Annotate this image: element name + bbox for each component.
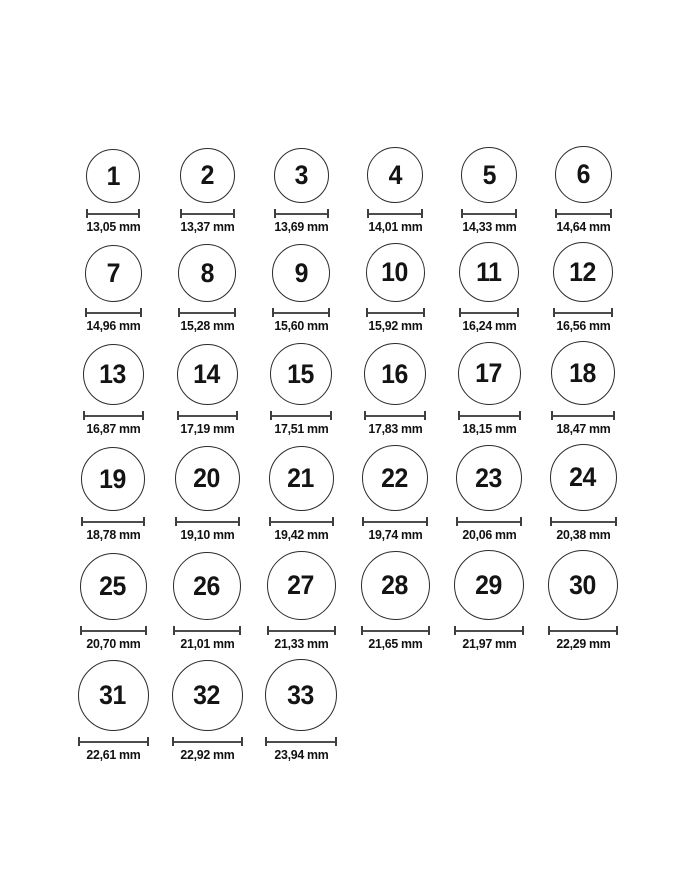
ring-size-cell [160,446,254,541]
ring-size-number: 21 [287,463,315,493]
ring-circle [175,446,240,511]
ruler-bar [86,213,140,215]
ring-size-cell [536,242,630,332]
ruler-bar [458,415,521,417]
diameter-label: 22,61 mm [85,747,141,762]
diameter-ruler [553,308,613,317]
ruler-tick [459,308,461,317]
ring-size-number: 17 [475,358,503,388]
diameter-label: 16,87 mm [85,421,141,436]
ring-size-number: 2 [200,160,214,190]
ruler-tick [328,308,330,317]
diameter-ruler [81,517,145,526]
ring-circle [180,148,235,203]
ring-size-number: 32 [193,680,221,710]
ring-circle [80,553,147,620]
diameter-ruler [366,308,425,317]
diameter-ruler [458,411,521,420]
ruler-tick [180,209,182,218]
diameter-ruler [78,737,149,746]
diameter-label: 20,70 mm [85,636,141,651]
ring-size-number: 4 [388,159,402,190]
ring-size-cell [442,342,536,435]
ring-size-cell [66,447,160,541]
ruler-tick [362,517,364,526]
ring-size-number: 24 [569,462,597,492]
ring-circle [274,148,329,203]
ring-circle [173,552,241,620]
ring-size-cell [160,148,254,233]
ring-size-number: 25 [99,571,127,601]
ring-size-number: 13 [99,359,127,389]
ring-circle [456,445,522,511]
ruler-tick [140,308,142,317]
diameter-ruler [456,517,522,526]
ruler-tick [454,626,456,635]
ring-circle [78,660,149,731]
ring-size-cell [160,552,254,650]
diameter-label: 13,37 mm [179,219,235,234]
ruler-tick [421,209,423,218]
ring-circle [81,447,145,511]
ruler-tick [428,626,430,635]
ruler-tick [142,411,144,420]
ring-size-cell [66,149,160,233]
ring-size-number: 29 [475,569,503,600]
ruler-tick [613,411,615,420]
ruler-tick [274,209,276,218]
ring-size-number: 23 [475,462,503,493]
diameter-ruler [172,737,243,746]
ruler-tick [610,209,612,218]
diameter-label: 22,29 mm [555,636,611,651]
ruler-tick [551,411,553,420]
diameter-label: 18,78 mm [85,527,141,542]
ruler-bar [172,741,243,743]
ring-circle [272,244,330,302]
ring-size-cell [66,245,160,332]
ring-circle [177,344,238,405]
ruler-tick [327,209,329,218]
ring-size-cell [536,550,630,650]
diameter-label: 22,92 mm [179,747,235,762]
ring-circle [454,550,524,620]
ruler-tick [550,517,552,526]
diameter-ruler [270,411,332,420]
ring-size-number: 7 [106,258,120,288]
ruler-tick [332,517,334,526]
ruler-tick [78,737,80,746]
ring-size-cell [442,550,536,650]
ruler-tick [424,411,426,420]
ruler-tick [178,308,180,317]
ruler-tick [172,737,174,746]
ring-circle [85,245,142,302]
ring-circle [362,445,428,511]
ring-size-cell [442,147,536,233]
ruler-tick [267,626,269,635]
ring-circle [366,243,425,302]
diameter-ruler [175,517,240,526]
ruler-tick [177,411,179,420]
ring-circle [172,660,243,731]
ring-size-number: 31 [99,680,127,710]
ring-circle [551,341,615,405]
ring-circle [461,147,517,203]
ring-circle [267,551,336,620]
diameter-ruler [362,517,428,526]
ruler-bar [459,312,519,314]
ruler-bar [456,521,522,523]
ruler-bar [81,521,145,523]
ring-size-number: 3 [294,160,308,190]
diameter-ruler [269,517,334,526]
ruler-tick [520,517,522,526]
ring-circle [548,550,618,620]
ring-size-cell [442,242,536,332]
ruler-tick [461,209,463,218]
diameter-ruler [265,737,337,746]
ring-size-cell [536,444,630,541]
diameter-label: 16,56 mm [555,318,611,333]
ring-row [66,444,632,541]
ring-size-number: 6 [576,159,590,189]
ring-size-number: 22 [381,462,409,493]
ring-circle [361,551,430,620]
diameter-label: 13,69 mm [273,219,329,234]
diameter-label: 19,42 mm [273,527,329,542]
ruler-bar [78,741,149,743]
ring-circle [270,343,332,405]
ring-size-number: 19 [99,463,127,494]
ring-row [66,659,632,761]
ring-size-number: 20 [193,463,221,493]
ring-circle [86,149,140,203]
ring-circle [555,146,612,203]
ring-size-cell [254,148,348,233]
ruler-bar [270,415,332,417]
ruler-tick [147,737,149,746]
ruler-bar [461,213,517,215]
diameter-ruler [551,411,615,420]
ruler-bar [367,213,423,215]
ring-row [66,550,632,650]
ruler-bar [555,213,612,215]
ring-circle [367,147,423,203]
diameter-ruler [364,411,426,420]
ring-size-cell [160,244,254,332]
ruler-tick [238,517,240,526]
ruler-tick [265,737,267,746]
diameter-ruler [173,626,241,635]
ring-size-chart [66,146,632,770]
ruler-tick [522,626,524,635]
diameter-ruler [550,517,617,526]
diameter-ruler [367,209,423,218]
ring-circle [458,342,521,405]
diameter-ruler [555,209,612,218]
diameter-ruler [361,626,430,635]
diameter-ruler [267,626,336,635]
ring-circle [83,344,144,405]
ring-size-number: 16 [381,358,409,389]
diameter-label: 20,38 mm [555,527,611,542]
ring-row [66,341,632,435]
ruler-bar [274,213,329,215]
ruler-tick [80,626,82,635]
diameter-label: 15,92 mm [367,318,423,333]
ruler-tick [143,517,145,526]
diameter-ruler [85,308,142,317]
ruler-tick [83,411,85,420]
ring-size-number: 9 [294,257,308,288]
ruler-tick [515,209,517,218]
ring-size-cell [66,553,160,650]
ruler-tick [615,517,617,526]
ruler-bar [454,630,524,632]
ruler-tick [361,626,363,635]
diameter-label: 21,97 mm [461,636,517,651]
ruler-bar [80,630,147,632]
ring-size-cell [66,344,160,435]
ring-circle [553,242,613,302]
ring-size-number: 26 [193,570,221,601]
diameter-label: 21,01 mm [179,636,235,651]
diameter-label: 19,74 mm [367,527,423,542]
ruler-bar [178,312,236,314]
ruler-tick [272,308,274,317]
ring-size-cell [254,446,348,541]
ruler-bar [548,630,618,632]
ring-circle [550,444,617,511]
ring-size-cell [254,659,348,761]
diameter-label: 17,51 mm [273,421,329,436]
diameter-label: 20,06 mm [461,527,517,542]
ring-size-number: 18 [569,357,597,388]
ring-size-cell [348,445,442,541]
diameter-ruler [178,308,236,317]
ring-size-number: 1 [106,160,120,191]
ring-row [66,242,632,332]
ruler-tick [233,209,235,218]
ruler-bar [553,312,613,314]
ruler-tick [85,308,87,317]
diameter-ruler [461,209,517,218]
ring-circle [265,659,337,731]
ruler-tick [548,626,550,635]
ruler-bar [272,312,330,314]
diameter-label: 23,94 mm [273,747,329,762]
ruler-tick [234,308,236,317]
diameter-label: 14,96 mm [85,318,141,333]
ring-size-number: 27 [287,570,315,600]
diameter-label: 17,19 mm [179,421,235,436]
ruler-tick [138,209,140,218]
diameter-label: 18,15 mm [461,421,517,436]
diameter-ruler [177,411,238,420]
ring-size-cell [254,343,348,435]
ruler-tick [456,517,458,526]
ring-size-cell [442,445,536,541]
ring-size-cell [160,660,254,761]
ruler-tick [175,517,177,526]
ruler-bar [173,630,241,632]
ring-size-number: 8 [200,257,214,288]
diameter-label: 14,01 mm [367,219,423,234]
diameter-ruler [80,626,147,635]
ring-size-cell [348,343,442,435]
ruler-tick [241,737,243,746]
ruler-tick [145,626,147,635]
diameter-label: 15,60 mm [273,318,329,333]
ruler-tick [517,308,519,317]
ring-size-cell [348,551,442,650]
diameter-ruler [272,308,330,317]
ruler-tick [86,209,88,218]
ring-size-number: 5 [482,159,496,190]
diameter-label: 13,05 mm [85,219,141,234]
diameter-ruler [548,626,618,635]
ruler-bar [364,415,426,417]
ruler-tick [458,411,460,420]
ring-size-cell [254,551,348,650]
ruler-bar [265,741,337,743]
ring-size-number: 10 [381,257,409,287]
ruler-bar [85,312,142,314]
ring-size-cell [66,660,160,761]
ruler-tick [367,209,369,218]
ring-row [66,146,632,233]
ruler-bar [180,213,235,215]
diameter-label: 18,47 mm [555,421,611,436]
ruler-tick [269,517,271,526]
ruler-tick [366,308,368,317]
ruler-tick [334,626,336,635]
diameter-ruler [274,209,329,218]
ruler-tick [330,411,332,420]
diameter-ruler [459,308,519,317]
ruler-tick [270,411,272,420]
ruler-tick [555,209,557,218]
ruler-bar [267,630,336,632]
ring-size-number: 11 [476,256,502,287]
ruler-bar [550,521,617,523]
diameter-ruler [454,626,524,635]
ring-circle [459,242,519,302]
ruler-bar [362,521,428,523]
diameter-label: 16,24 mm [461,318,517,333]
ring-circle [364,343,426,405]
ruler-bar [551,415,615,417]
ruler-tick [236,411,238,420]
diameter-label: 15,28 mm [179,318,235,333]
ring-size-cell [254,244,348,332]
ruler-bar [366,312,425,314]
diameter-ruler [180,209,235,218]
ruler-tick [519,411,521,420]
ruler-tick [81,517,83,526]
ruler-bar [83,415,144,417]
ring-circle [269,446,334,511]
ruler-tick [426,517,428,526]
ruler-tick [173,626,175,635]
ruler-tick [553,308,555,317]
diameter-ruler [86,209,140,218]
ring-size-cell [536,341,630,435]
ring-size-number: 14 [193,359,221,389]
diameter-label: 14,33 mm [461,219,517,234]
ruler-bar [177,415,238,417]
ruler-tick [423,308,425,317]
ruler-bar [175,521,240,523]
ring-size-number: 12 [569,256,597,287]
ring-size-cell [348,243,442,332]
diameter-label: 17,83 mm [367,421,423,436]
ring-circle [178,244,236,302]
ruler-bar [361,630,430,632]
ring-size-cell [160,344,254,435]
diameter-label: 14,64 mm [555,219,611,234]
diameter-label: 21,65 mm [367,636,423,651]
ruler-tick [239,626,241,635]
diameter-label: 21,33 mm [273,636,329,651]
ring-size-number: 30 [569,569,597,600]
diameter-label: 19,10 mm [179,527,235,542]
ring-size-number: 28 [381,570,409,600]
ruler-tick [364,411,366,420]
ring-size-cell [348,147,442,233]
ruler-tick [616,626,618,635]
ring-size-cell [536,146,630,233]
ring-size-number: 33 [287,679,315,710]
ruler-tick [335,737,337,746]
ring-size-number: 15 [287,358,315,389]
diameter-ruler [83,411,144,420]
ruler-tick [611,308,613,317]
ruler-bar [269,521,334,523]
